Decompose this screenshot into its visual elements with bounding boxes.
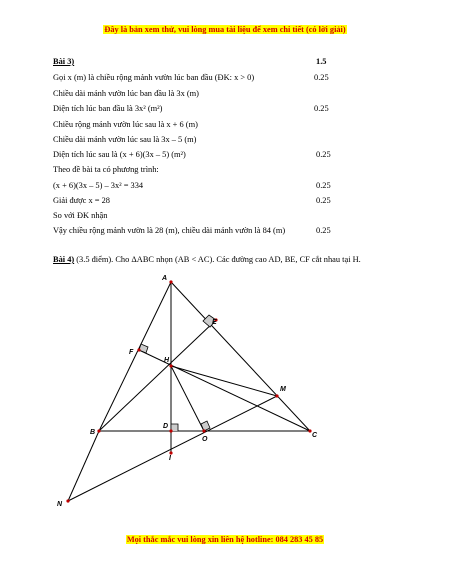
point-F <box>137 348 140 351</box>
bai3-line-2: Chiều dài mảnh vườn lúc ban đầu là 3x (m) <box>53 89 199 98</box>
segment-BN <box>68 431 99 501</box>
bai3-line-9: Giải được x = 28 <box>53 196 110 205</box>
segment-NM <box>68 396 277 501</box>
bai3-points-11: 0.25 <box>316 226 331 235</box>
segment-AC <box>171 282 310 431</box>
bai3-line-8: (x + 6)(3x – 5) – 3x² = 334 <box>53 181 144 190</box>
point-M <box>275 394 278 397</box>
label-N: N <box>57 501 63 508</box>
label-E: E <box>212 319 217 326</box>
point-B <box>97 429 100 432</box>
right-angle-F <box>139 344 148 353</box>
point-O <box>202 429 205 432</box>
label-D: D <box>163 423 169 430</box>
bai3-points-3: 0.25 <box>314 104 329 113</box>
bai3-line-3: Diện tích lúc ban đầu là 3x² (m²) <box>53 104 163 113</box>
bai3-line-5: Chiều dài mảnh vườn lúc sau là 3x – 5 (m) <box>53 135 197 144</box>
footer-banner: Mọi thắc mắc vui lòng xin liên hệ hotline: 084 283 45 85 <box>126 535 324 544</box>
label-I: I <box>169 455 171 462</box>
segment-AB <box>99 282 171 431</box>
bai4-statement: Bài 4) (3.5 điểm). Cho ΔABC nhọn (AB < AC). Các đường cao AD, BE, CF cắt nhau tại H. <box>53 255 361 264</box>
bai3-total-points: 1.5 <box>316 57 327 66</box>
bai3-points-9: 0.25 <box>316 196 331 205</box>
label-B: B <box>90 429 96 436</box>
segment-HM <box>171 366 277 396</box>
point-H <box>169 364 172 367</box>
label-H: H <box>164 357 170 364</box>
header-banner: Đây là bản xem thử, vui lòng mua tài liệu để xem chi tiết (có lời giải) <box>104 25 346 34</box>
point-D <box>169 429 172 432</box>
point-A <box>169 280 172 283</box>
label-F: F <box>129 349 134 356</box>
bai3-line-11: Vậy chiều rộng mảnh vườn là 28 (m), chiều dài mảnh vườn là 84 (m) <box>53 226 286 235</box>
bai3-line-7: Theo đề bài ta có phương trình: <box>53 165 159 174</box>
bai3-line-4: Chiều rộng mảnh vườn lúc sau là x + 6 (m) <box>53 120 198 129</box>
label-C: C <box>312 432 318 439</box>
label-O: O <box>202 436 208 443</box>
bai3-line-1: Gọi x (m) là chiều rộng mảnh vườn lúc ban đầu (ĐK: x > 0) <box>53 73 255 82</box>
bai3-line-6: Diện tích lúc sau là (x + 6)(3x – 5) (m²) <box>53 150 186 159</box>
label-M: M <box>280 386 286 393</box>
right-angle-O <box>201 421 210 431</box>
bai3-line-10: So với ĐK nhận <box>53 211 108 220</box>
segment-BE <box>99 320 216 431</box>
label-A: A <box>162 275 168 282</box>
point-N <box>66 499 69 502</box>
bai3-title: Bài 3) <box>53 57 75 66</box>
bai3-points-6: 0.25 <box>316 150 331 159</box>
bai3-points-8: 0.25 <box>316 181 331 190</box>
bai3-points-1: 0.25 <box>314 73 329 82</box>
segment-HO <box>171 366 204 431</box>
